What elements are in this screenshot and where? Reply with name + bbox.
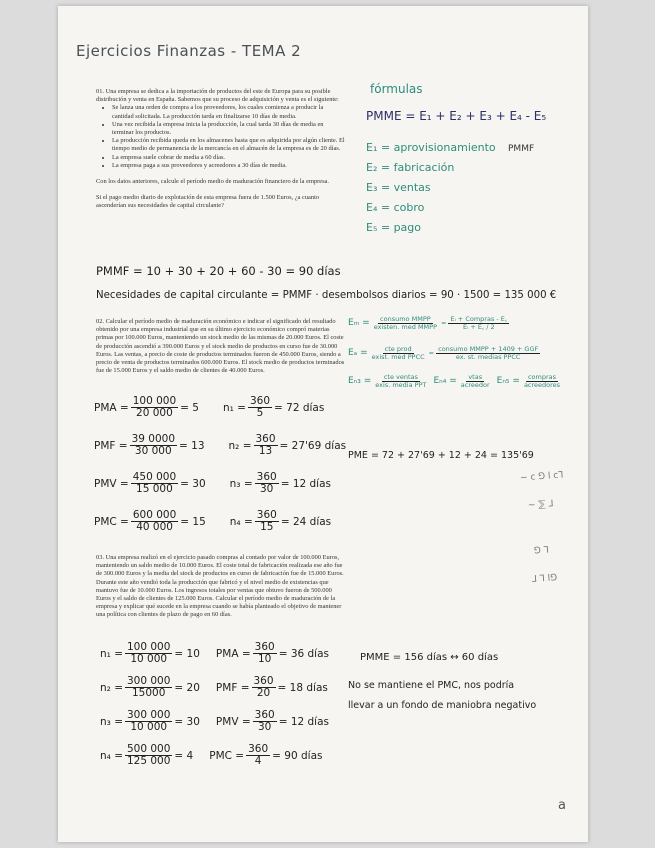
fraction-numerator: Eᵢ + Compras - E꜀ bbox=[450, 315, 508, 323]
formula-em-fraction bbox=[372, 316, 439, 331]
problem1-bullet: • Una vez recibida la empresa inicia la producción, la cual tarda 30 días de media en terminar los productos. bbox=[112, 121, 346, 137]
fraction-denominator: 10 000 bbox=[130, 653, 168, 666]
fraction-denominator: exis. media PPT bbox=[375, 380, 427, 389]
formula-ev-label: Eₙ₃ = bbox=[348, 376, 372, 387]
calc-label-2: n₂ = bbox=[228, 439, 252, 452]
formula-ev-row bbox=[348, 374, 564, 389]
problem2-pme: PME = 72 + 27'69 + 12 + 24 = 135'69 bbox=[348, 450, 534, 461]
fraction-numerator: 360 bbox=[254, 641, 275, 653]
fraction-numerator: 360 bbox=[255, 433, 276, 445]
formula-item bbox=[366, 221, 421, 234]
problem1-answer1: PMMF = 10 + 30 + 20 + 60 - 30 = 90 días bbox=[96, 264, 341, 278]
calc-row bbox=[94, 396, 324, 419]
calc-result: = 4 bbox=[174, 749, 194, 762]
calc-fraction bbox=[131, 396, 178, 419]
fraction-denominator: 15000 bbox=[132, 687, 166, 700]
calc-result: = 30 bbox=[180, 477, 206, 490]
notebook-page bbox=[58, 6, 588, 842]
calc-label-2: n₄ = bbox=[229, 515, 253, 528]
calc-result: = 5 bbox=[180, 401, 199, 414]
formula-item-label: E₁ = bbox=[366, 141, 391, 154]
calc-fraction bbox=[125, 710, 172, 733]
fraction-numerator: 100 000 bbox=[132, 395, 177, 407]
calc-fraction-2 bbox=[253, 710, 277, 733]
calc-label: PMF = bbox=[94, 439, 128, 452]
formula-item-text: fabricación bbox=[393, 161, 455, 174]
calc-label: PMC = bbox=[94, 515, 129, 528]
calc-label-2: PMV = bbox=[215, 715, 251, 728]
calc-fraction-2 bbox=[254, 434, 278, 457]
problem1-para2: Con los datos anteriores, calcule el período medio de maduración financiero de la empresa. bbox=[96, 178, 329, 186]
formula-item-text: ventas bbox=[393, 181, 431, 194]
fraction-denominator: 10 000 bbox=[130, 721, 168, 734]
fraction-numerator: vtas bbox=[468, 373, 483, 381]
formula-ep-fraction bbox=[522, 374, 562, 389]
page-number: a bbox=[558, 798, 566, 813]
calc-result: = 10 bbox=[174, 647, 200, 660]
fraction-numerator: 450 000 bbox=[132, 471, 177, 483]
calc-fraction bbox=[125, 642, 172, 665]
formula-item-label: E₄ = bbox=[366, 201, 391, 214]
fraction-numerator: compras bbox=[527, 373, 557, 381]
calc-fraction bbox=[130, 434, 177, 457]
fraction-denominator: 4 bbox=[254, 755, 262, 768]
fraction-numerator: consumo MMPP + 1409 + GGF bbox=[438, 345, 539, 353]
fraction-denominator: 40 000 bbox=[136, 521, 173, 534]
fraction-numerator: consumo MMPP bbox=[380, 315, 431, 323]
fraction-denominator: 30 bbox=[259, 483, 274, 496]
problem3-note-line2: llevar a un fondo de maniobra negativo bbox=[348, 700, 537, 711]
fraction-numerator: cte prod bbox=[384, 345, 412, 353]
formula-ev-fraction bbox=[373, 374, 428, 389]
fraction-numerator: cte ventas bbox=[383, 373, 418, 381]
calc-label: n₂ = bbox=[100, 681, 123, 694]
calc-label-2: PMA = bbox=[215, 647, 251, 660]
formula-item-text: cobro bbox=[393, 201, 425, 214]
calc-result-2: = 90 días bbox=[272, 749, 323, 762]
bleed-through-mark: ⅁ ⅂ bbox=[533, 545, 550, 557]
fraction-denominator: acreedor bbox=[460, 380, 490, 389]
calc-fraction-2 bbox=[248, 396, 272, 419]
calc-row bbox=[100, 642, 329, 665]
fraction-numerator: 360 bbox=[256, 471, 277, 483]
calc-fraction-2 bbox=[255, 472, 279, 495]
fraction-denominator: 15 bbox=[260, 521, 274, 534]
calc-label: PMA = bbox=[94, 401, 129, 414]
formula-ea bbox=[348, 346, 542, 361]
page-title: Ejercicios Finanzas - TEMA 2 bbox=[76, 42, 302, 60]
fraction-denominator: 10 bbox=[257, 653, 272, 666]
calc-label: n₃ = bbox=[100, 715, 123, 728]
calc-fraction bbox=[131, 472, 178, 495]
formulas-header: fórmulas bbox=[370, 82, 423, 96]
fraction-denominator: 30 bbox=[257, 721, 272, 734]
problem1-text bbox=[96, 88, 346, 211]
formula-em bbox=[348, 316, 511, 331]
formula-item bbox=[366, 141, 496, 154]
calc-label: n₁ = bbox=[100, 647, 123, 660]
fraction-denominator: Eᵢ + E꜀ / 2 bbox=[462, 322, 495, 331]
fraction-denominator: 125 000 bbox=[127, 755, 171, 768]
formula-ec-label: Eₙ₄ = bbox=[433, 376, 457, 387]
fraction-numerator: 360 bbox=[253, 675, 274, 687]
formula-item-text: pago bbox=[393, 221, 422, 234]
fraction-numerator: 39 0000 bbox=[131, 433, 175, 445]
calc-fraction bbox=[131, 510, 178, 533]
fraction-numerator: 360 bbox=[248, 743, 269, 755]
calc-label: n₄ = bbox=[100, 749, 123, 762]
problem1-intro: 01. Una empresa se dedica a la importación de productos del este de Europa para su posible distribución y venta en España. Sabemos que su proceso de adquisición y venta es el siguiente: bbox=[96, 88, 339, 104]
fraction-denominator: 30 000 bbox=[134, 445, 172, 458]
calc-row bbox=[94, 434, 346, 457]
calc-result-2: = 12 días bbox=[278, 715, 330, 728]
calc-result: = 20 bbox=[174, 681, 200, 694]
problem2-text: 02. Calcular el período medio de maduración económico e indicar el significado del resultado obtenido por una empresa industrial que en su último ejercicio económico compró materias primas por 100.000 Euros, manteniendo un stock medio de las mismas de 20.000 Euros. El coste de producción ascendió a 390.000 Euros y el stock medio de productos en curso fue de 30.000 Euros. Las ventas, a precio de coste de productos terminados fueron de 450.000 Euros, siendo a precio de venta de productos terminados 600.000 Euros. El stock medio de productos terminados fue de 15.000 Euros y el saldo medio de clientes de 40.000 Euros. bbox=[96, 318, 345, 375]
fraction-denominator: 5 bbox=[256, 407, 264, 420]
calc-row bbox=[100, 744, 322, 767]
calc-result-2: = 24 días bbox=[280, 515, 332, 528]
calc-result-2: = 27'69 días bbox=[279, 439, 347, 452]
fraction-denominator: 20 000 bbox=[136, 407, 173, 420]
formula-item-text: aprovisionamiento bbox=[393, 141, 496, 154]
problem1-bullet: • La empresa suele cobrar de media a 60 días. bbox=[112, 154, 346, 162]
calc-label: PMV = bbox=[94, 477, 129, 490]
calc-fraction bbox=[125, 744, 172, 767]
calc-row bbox=[94, 472, 331, 495]
problem3-note-line1: No se mantiene el PMC, nos podría bbox=[348, 680, 515, 691]
problem3-text: 03. Una empresa realizó en el ejercicio pasado compras al contado por valor de 100.000 Euros, manteniendo un saldo medio de 10.000 Euros. El coste total de fabricación realizada ese año fue de 300.000 Euros y la media del stock de productos en curso de fabricación fue de 15.000 Euros. Durante este año vendió toda la producción que fabricó y el nivel medio de existencias que mantuvo fue de 10.000 Euros. Los ingresos totales por ventas que obtuvo fueron de 500.000 Euros y el saldo de clientes de 125.000 Euros. Calcular el período medio de maduración de la empresa y explicar qué sucede en la empresa cuando se había planteado el objetivo de mantener una política con clientes de plazo de pago en 60 días. bbox=[96, 554, 344, 619]
fraction-denominator: 20 bbox=[256, 687, 271, 700]
formula-ea-fraction-2 bbox=[436, 346, 540, 361]
formula-ea-label: Eₐ = bbox=[348, 348, 368, 359]
calc-result-2: = 12 días bbox=[280, 477, 332, 490]
calc-label-2: n₃ = bbox=[229, 477, 253, 490]
calc-label-2: PMF = bbox=[215, 681, 250, 694]
calc-row bbox=[100, 676, 328, 699]
calc-result: = 13 bbox=[179, 439, 205, 452]
fraction-denominator: 13 bbox=[258, 445, 273, 458]
problem1-bullet: • La producción recibida queda en los almacenes hasta que es adquirida por algún cliente. El tiempo medio de permanencia de la mercancía en el almacén de la empresa es de 20 días. bbox=[112, 137, 346, 153]
bleed-through-mark: ⅃ ⅂ ⅼ⅁ bbox=[531, 573, 558, 585]
problem1-bullet: • La empresa paga a sus proveedores y acreedores a 30 días de media. bbox=[112, 162, 346, 170]
fraction-denominator: 15 000 bbox=[136, 483, 173, 496]
fraction-numerator: 360 bbox=[254, 709, 275, 721]
fraction-numerator: 600 000 bbox=[132, 509, 177, 521]
fraction-numerator: 360 bbox=[256, 509, 277, 521]
calc-result-2: = 72 días bbox=[274, 401, 325, 414]
problem3-pmme: PMME = 156 días ↔ 60 días bbox=[360, 652, 499, 663]
calc-fraction-2 bbox=[246, 744, 270, 767]
calc-row bbox=[100, 710, 329, 733]
formula-pmmf-label: PMMF bbox=[508, 144, 535, 154]
bleed-through-mark: ~ ⅀ ⅃ bbox=[527, 499, 554, 511]
formula-ep-label: Eₙ₅ = bbox=[496, 376, 520, 387]
formula-ec-fraction bbox=[459, 374, 492, 389]
fraction-numerator: 300 000 bbox=[127, 675, 171, 687]
fraction-denominator: acreedores bbox=[523, 380, 561, 389]
equals-sign: = bbox=[428, 349, 435, 358]
problem1-answer2: Necesidades de capital circulante = PMMF · desembolsos diarios = 90 · 1500 = 135 000 € bbox=[96, 290, 557, 301]
fraction-denominator: ex. st. medias PPCC bbox=[455, 352, 521, 361]
problem1-para3: Si el pago medio diario de explotación de esta empresa fuera de 1.500 Euros, ¿a cuanto ascenderían sus necesidades de capital circulante? bbox=[96, 194, 320, 210]
calc-fraction-2 bbox=[252, 676, 276, 699]
calc-result-2: = 18 días bbox=[277, 681, 328, 694]
calc-label-2: PMC = bbox=[209, 749, 245, 762]
fraction-numerator: 300 000 bbox=[127, 709, 171, 721]
calc-label-2: n₁ = bbox=[222, 401, 246, 414]
formula-ea-fraction bbox=[370, 346, 427, 361]
fraction-numerator: 500 000 bbox=[127, 743, 171, 755]
problem1-bullets bbox=[96, 104, 346, 170]
formula-item bbox=[366, 181, 431, 194]
formula-pmme: PMME = E₁ + E₂ + E₃ + E₄ - E₅ bbox=[366, 109, 547, 123]
fraction-denominator: exist. med PPCC bbox=[371, 352, 425, 361]
calc-result-2: = 36 días bbox=[278, 647, 330, 660]
formula-item bbox=[366, 161, 454, 174]
formula-em-fraction-2 bbox=[448, 316, 509, 331]
bleed-through-mark: ~ ⅽ ⅁ ⅼ ⅽ⅂ bbox=[519, 470, 564, 484]
calc-fraction-2 bbox=[253, 642, 277, 665]
formula-item-label: E₃ = bbox=[366, 181, 391, 194]
problem1-bullet: • Se lanza una orden de compra a los proveedores, los cuales comienza a producir la cantidad solicitada. La producción tarda en finalizarse 10 días de media. bbox=[112, 104, 346, 120]
formula-item-label: E₂ = bbox=[366, 161, 391, 174]
formula-item-label: E₅ = bbox=[366, 221, 391, 234]
calc-result: = 15 bbox=[180, 515, 206, 528]
fraction-denominator: existen. med MMPP bbox=[373, 322, 438, 331]
fraction-numerator: 360 bbox=[249, 395, 271, 407]
calc-fraction bbox=[125, 676, 172, 699]
formula-item bbox=[366, 201, 424, 214]
equals-sign: = bbox=[441, 319, 447, 328]
formula-em-label: Eₘ = bbox=[348, 318, 370, 329]
calc-row bbox=[94, 510, 331, 533]
fraction-numerator: 100 000 bbox=[127, 641, 171, 653]
calc-fraction-2 bbox=[255, 510, 279, 533]
calc-result: = 30 bbox=[174, 715, 200, 728]
